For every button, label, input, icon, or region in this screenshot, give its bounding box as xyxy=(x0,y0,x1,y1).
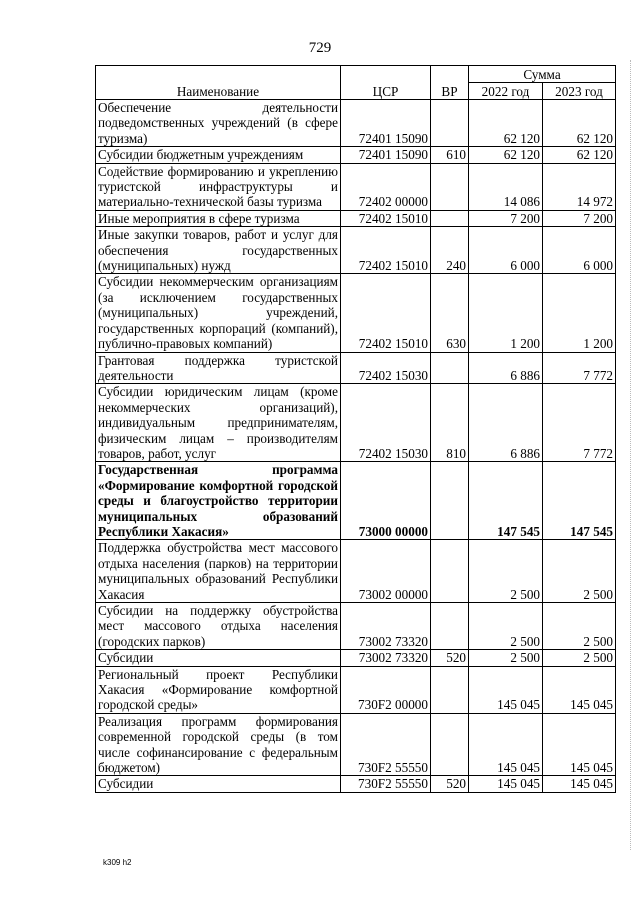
row-csr: 72402 15030 xyxy=(341,384,431,462)
table-row xyxy=(96,384,616,462)
row-name: Иные закупки товаров, работ и услуг для обеспечения государственных (муниципальных) нужд xyxy=(96,227,341,274)
row-csr: 73002 00000 xyxy=(341,540,431,603)
page-number: 729 xyxy=(308,40,332,56)
row-vr xyxy=(431,163,469,210)
row-vr xyxy=(431,210,469,226)
header-year-2022: 2022 год xyxy=(469,83,543,100)
table-row xyxy=(96,776,616,792)
row-name: Реализация программ формирования современной городской среды (в том числе софинансирование с федеральным бюджетом) xyxy=(96,713,341,776)
row-vr xyxy=(431,462,469,540)
row-vr xyxy=(431,100,469,147)
table-row xyxy=(96,163,616,210)
row-csr: 72402 15010 xyxy=(341,210,431,226)
table-row xyxy=(96,352,616,384)
row-name: Субсидии юридическим лицам (кроме некоммерческих организаций), индивидуальным предпринимателям, физическим лицам – производителям товаров, работ, услуг xyxy=(96,384,341,462)
row-sum-2022: 62 120 xyxy=(469,100,543,147)
row-vr: 520 xyxy=(431,776,469,792)
row-sum-2022: 6 000 xyxy=(469,227,543,274)
header-year-2023: 2023 год xyxy=(543,83,616,100)
row-name: Государственная программа «Формирование комфортной городской среды и благоустройство территории муниципальных образований Республики Хакасия» xyxy=(96,462,341,540)
row-sum-2022: 2 500 xyxy=(469,540,543,603)
row-name: Содействие формированию и укреплению туристской инфраструктуры и материально-технической базы туризма xyxy=(96,163,341,210)
row-name: Субсидии бюджетным учреждениям xyxy=(96,147,341,163)
row-name: Грантовая поддержка туристской деятельности xyxy=(96,352,341,384)
row-sum-2023: 62 120 xyxy=(543,100,616,147)
table-row xyxy=(96,274,616,352)
row-csr: 73002 73320 xyxy=(341,650,431,666)
row-name: Субсидии xyxy=(96,650,341,666)
row-vr: 610 xyxy=(431,147,469,163)
row-vr xyxy=(431,603,469,650)
row-sum-2022: 62 120 xyxy=(469,147,543,163)
footer-code: k309 h2 xyxy=(103,858,132,867)
header-sum: Сумма xyxy=(469,66,616,83)
row-csr: 730F2 00000 xyxy=(341,666,431,713)
row-csr: 72401 15090 xyxy=(341,100,431,147)
row-vr xyxy=(431,540,469,603)
table-row xyxy=(96,650,616,666)
row-csr: 73002 73320 xyxy=(341,603,431,650)
row-sum-2023: 2 500 xyxy=(543,650,616,666)
row-sum-2022: 14 086 xyxy=(469,163,543,210)
row-sum-2023: 6 000 xyxy=(543,227,616,274)
row-csr: 72402 15010 xyxy=(341,274,431,352)
row-csr: 72402 15030 xyxy=(341,352,431,384)
row-sum-2022: 145 045 xyxy=(469,776,543,792)
row-sum-2023: 7 200 xyxy=(543,210,616,226)
row-sum-2023: 7 772 xyxy=(543,352,616,384)
row-vr: 520 xyxy=(431,650,469,666)
row-csr: 730F2 55550 xyxy=(341,713,431,776)
row-name: Поддержка обустройства мест массового отдыха населения (парков) на территории муниципальных образований Республики Хакасия xyxy=(96,540,341,603)
table-row xyxy=(96,100,616,147)
row-sum-2022: 6 886 xyxy=(469,384,543,462)
table-row xyxy=(96,227,616,274)
row-name: Субсидии на поддержку обустройства мест массового отдыха населения (городских парков) xyxy=(96,603,341,650)
header-csr: ЦСР xyxy=(341,66,431,100)
row-sum-2023: 62 120 xyxy=(543,147,616,163)
table-row xyxy=(96,603,616,650)
budget-table xyxy=(95,65,616,793)
table-row xyxy=(96,713,616,776)
row-vr: 630 xyxy=(431,274,469,352)
row-csr: 72402 00000 xyxy=(341,163,431,210)
table-row xyxy=(96,666,616,713)
row-sum-2023: 2 500 xyxy=(543,540,616,603)
row-csr: 73000 00000 xyxy=(341,462,431,540)
table-row xyxy=(96,462,616,540)
table-row xyxy=(96,210,616,226)
row-name: Субсидии некоммерческим организациям (за исключением государственных (муниципальных) учреждений, государственных корпораций (компаний), публично-правовых компаний) xyxy=(96,274,341,352)
row-sum-2022: 145 045 xyxy=(469,713,543,776)
row-sum-2022: 2 500 xyxy=(469,650,543,666)
row-sum-2022: 6 886 xyxy=(469,352,543,384)
table-row xyxy=(96,147,616,163)
table-body xyxy=(96,100,616,793)
row-vr xyxy=(431,666,469,713)
table-row xyxy=(96,540,616,603)
row-sum-2022: 2 500 xyxy=(469,603,543,650)
row-sum-2022: 1 200 xyxy=(469,274,543,352)
row-csr: 72402 15010 xyxy=(341,227,431,274)
row-csr: 730F2 55550 xyxy=(341,776,431,792)
row-sum-2022: 7 200 xyxy=(469,210,543,226)
row-sum-2023: 145 045 xyxy=(543,776,616,792)
row-csr: 72401 15090 xyxy=(341,147,431,163)
row-sum-2023: 14 972 xyxy=(543,163,616,210)
row-sum-2022: 145 045 xyxy=(469,666,543,713)
row-sum-2022: 147 545 xyxy=(469,462,543,540)
row-sum-2023: 145 045 xyxy=(543,713,616,776)
row-name: Региональный проект Республики Хакасия «Формирование комфортной городской среды» xyxy=(96,666,341,713)
row-vr xyxy=(431,713,469,776)
row-name: Иные мероприятия в сфере туризма xyxy=(96,210,341,226)
scan-edge-line xyxy=(630,60,631,850)
header-name: Наименование xyxy=(96,66,341,100)
row-name: Субсидии xyxy=(96,776,341,792)
row-sum-2023: 7 772 xyxy=(543,384,616,462)
row-vr: 240 xyxy=(431,227,469,274)
row-name: Обеспечение деятельности подведомственных учреждений (в сфере туризма) xyxy=(96,100,341,147)
header-vr: ВР xyxy=(431,66,469,100)
row-sum-2023: 145 045 xyxy=(543,666,616,713)
row-sum-2023: 147 545 xyxy=(543,462,616,540)
row-sum-2023: 2 500 xyxy=(543,603,616,650)
row-sum-2023: 1 200 xyxy=(543,274,616,352)
row-vr xyxy=(431,352,469,384)
row-vr: 810 xyxy=(431,384,469,462)
